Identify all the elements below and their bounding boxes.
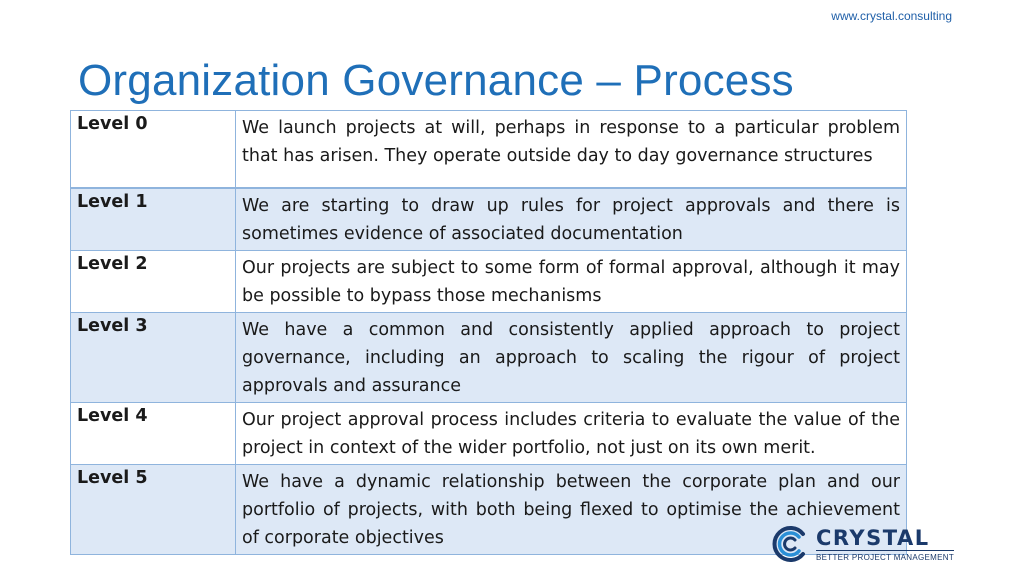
level-description: We are starting to draw up rules for project approvals and there is sometimes evidence of associated documentation — [236, 188, 907, 251]
level-label: Level 5 — [71, 465, 236, 555]
level-description: We launch projects at will, perhaps in response to a particular problem that has arisen. They operate outside day to day governance structures — [236, 111, 907, 189]
table-row — [71, 188, 907, 251]
level-label: Level 4 — [71, 403, 236, 465]
level-description: We have a common and consistently applied approach to project governance, including an approach to scaling the rigour of project approvals and assurance — [236, 313, 907, 403]
logo-tagline: BETTER PROJECT MANAGEMENT — [816, 550, 954, 562]
page-title: Organization Governance – Process — [78, 56, 794, 105]
level-description: We have a dynamic relationship between the corporate plan and our portfolio of projects, with both being flexed to optimise the achievement of corporate objectives — [236, 465, 907, 555]
level-description: Our projects are subject to some form of formal approval, although it may be possible to bypass those mechanisms — [236, 251, 907, 313]
table-row — [71, 111, 907, 189]
table-row — [71, 251, 907, 313]
governance-levels-table — [70, 110, 907, 555]
level-label: Level 1 — [71, 188, 236, 251]
logo-brand-name: CRYSTAL — [816, 525, 930, 550]
level-label: Level 3 — [71, 313, 236, 403]
table-row — [71, 313, 907, 403]
level-description: Our project approval process includes criteria to evaluate the value of the project in context of the wider portfolio, not just on its own merit. — [236, 403, 907, 465]
table-row — [71, 403, 907, 465]
level-label: Level 2 — [71, 251, 236, 313]
crystal-ring-logo-icon — [770, 524, 810, 564]
crystal-logo — [770, 524, 954, 564]
site-url[interactable]: www.crystal.consulting — [831, 9, 952, 23]
level-label: Level 0 — [71, 111, 236, 189]
